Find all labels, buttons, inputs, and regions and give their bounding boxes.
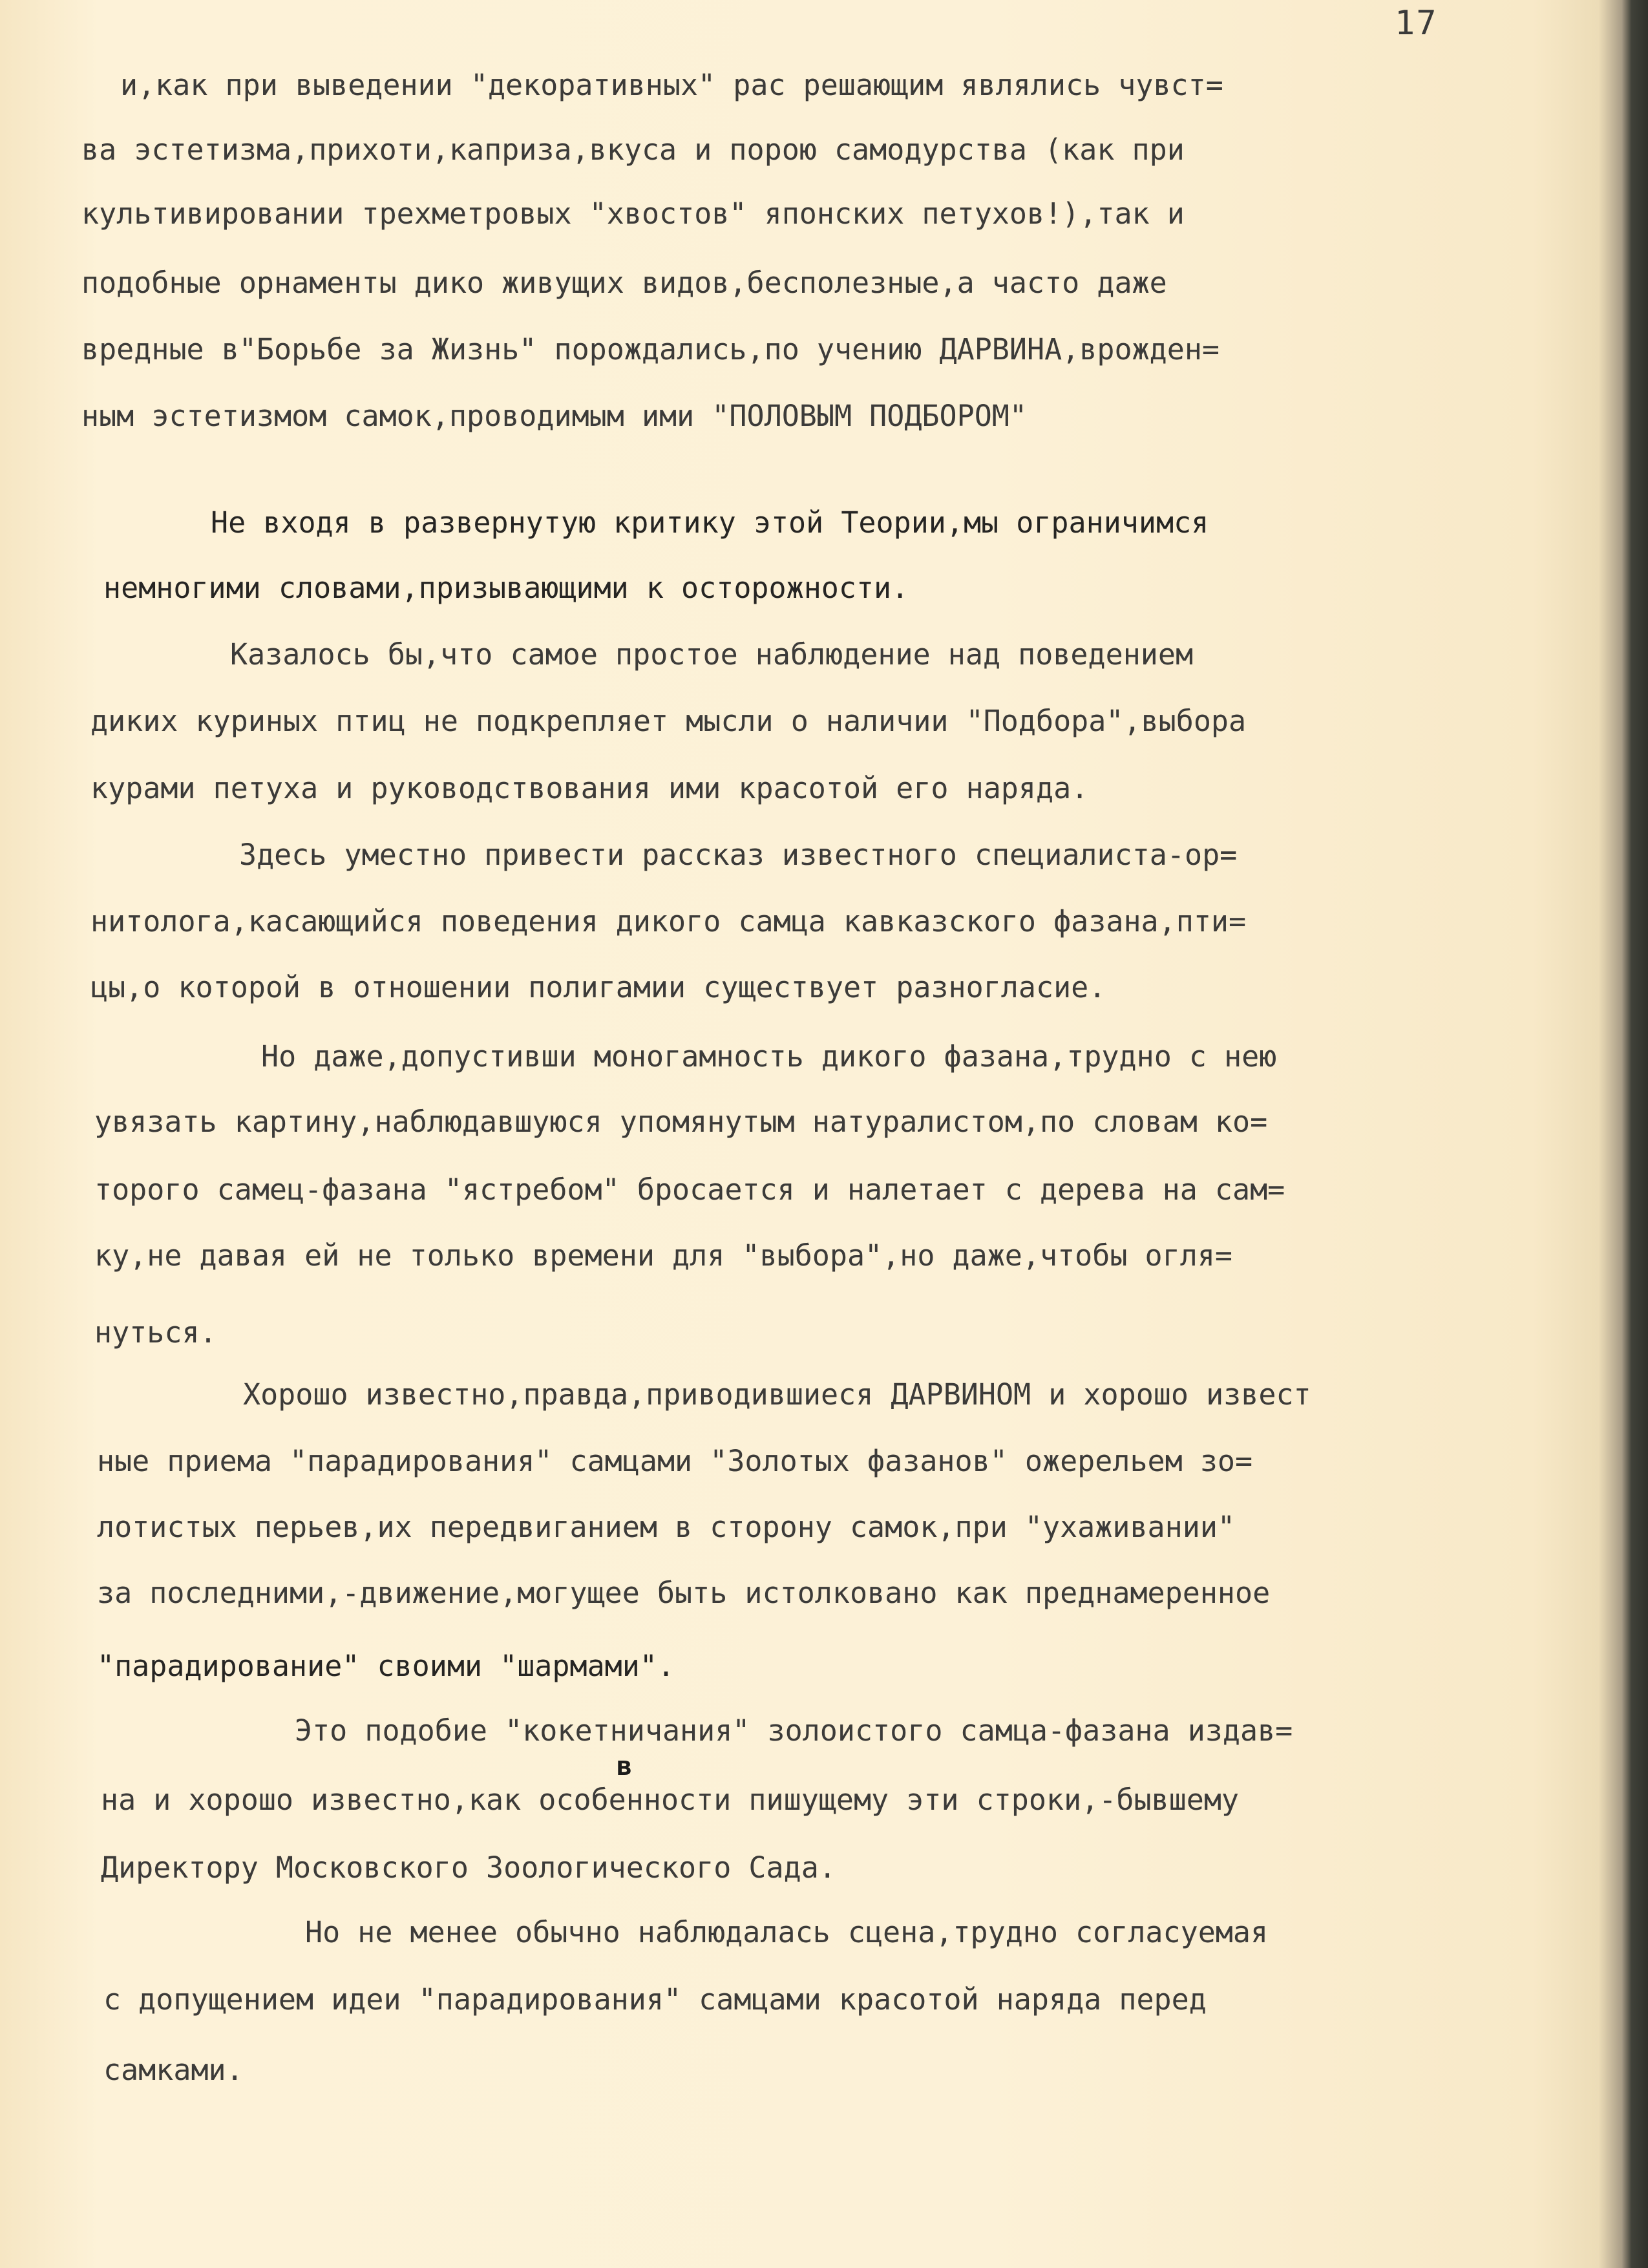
text-line: цы,о которой в отношении полигамии существует разногласие.: [90, 970, 1106, 1004]
text-line: "парадирование" своими "шармами".: [97, 1649, 675, 1683]
text-line: Но не менее обычно наблюдалась сцена,трудно согласуемая: [305, 1915, 1269, 1949]
text-line: подобные орнаменты дико живущих видов,бесполезные,а часто даже: [81, 266, 1167, 300]
text-line: диких куриных птиц не подкрепляет мысли о наличии "Подбора",выбора: [90, 704, 1247, 738]
text-line: за последними,-движение,могущее быть истолковано как преднамеренное: [97, 1576, 1271, 1610]
text-line: торого самец-фазана "ястребом" бросается и налетает с дерева на сам=: [94, 1172, 1285, 1207]
text-line: с допущением идеи "парадирования" самцами красотой наряда перед: [103, 1982, 1207, 2017]
handwritten-insertion: в: [617, 1752, 633, 1781]
text-line: немногими словами,призывающими к осторожности.: [103, 571, 909, 605]
page-number: 17: [1395, 4, 1438, 43]
text-line: ным эстетизмом самок,проводимым ими "ПОЛОВЫМ ПОДБОРОМ": [81, 399, 1027, 433]
text-line: Но даже,допустивши моногамность дикого фазана,трудно с нею: [261, 1039, 1277, 1074]
text-line: ку,не давая ей не только времени для "выбора",но даже,чтобы огля=: [94, 1238, 1232, 1273]
text-line: Здесь уместно привести рассказ известного специалиста-ор=: [239, 838, 1238, 872]
text-line: увязать картину,наблюдавшуюся упомянутым натуралистом,по словам ко=: [94, 1105, 1268, 1139]
text-line: Казалось бы,что самое простое наблюдение над поведением: [230, 637, 1194, 672]
text-line: ва эстетизма,прихоти,каприза,вкуса и порою самодурства (как при: [81, 132, 1185, 167]
text-line: Это подобие "кокетничания" золоистого самца-фазана издав=: [295, 1713, 1293, 1748]
text-line: нитолога,касающийся поведения дикого самца кавказского фазана,пти=: [90, 904, 1247, 938]
text-line: вредные в"Борьбе за Жизнь" порождались,по учению ДАРВИНА,врожден=: [81, 332, 1220, 366]
text-line: курами петуха и руководствования ими красотой его наряда.: [90, 771, 1089, 805]
text-line: культивировании трехметровых "хвостов" японских петухов!),так и: [81, 196, 1185, 231]
text-line: Не входя в развернутую критику этой Теории,мы ограничимся: [211, 505, 1209, 540]
text-line: нуться.: [94, 1315, 217, 1350]
text-line: Директору Московского Зоологического Сада.: [101, 1850, 836, 1885]
text-line: самками.: [103, 2053, 244, 2087]
text-line: лотистых перьев,их передвиганием в сторону самок,при "ухаживании": [97, 1510, 1235, 1544]
text-line: на и хорошо известно,как особенности пишущему эти строки,-бывшему: [101, 1783, 1239, 1817]
text-line: и,как при выведении "декоративных" рас решающим являлись чувст=: [120, 68, 1223, 102]
text-line: ные приема "парадирования" самцами "Золотых фазанов" ожерельем зо=: [97, 1444, 1253, 1478]
text-line: Хорошо известно,правда,приводившиеся ДАРВИНОМ и хорошо извест: [243, 1377, 1311, 1412]
